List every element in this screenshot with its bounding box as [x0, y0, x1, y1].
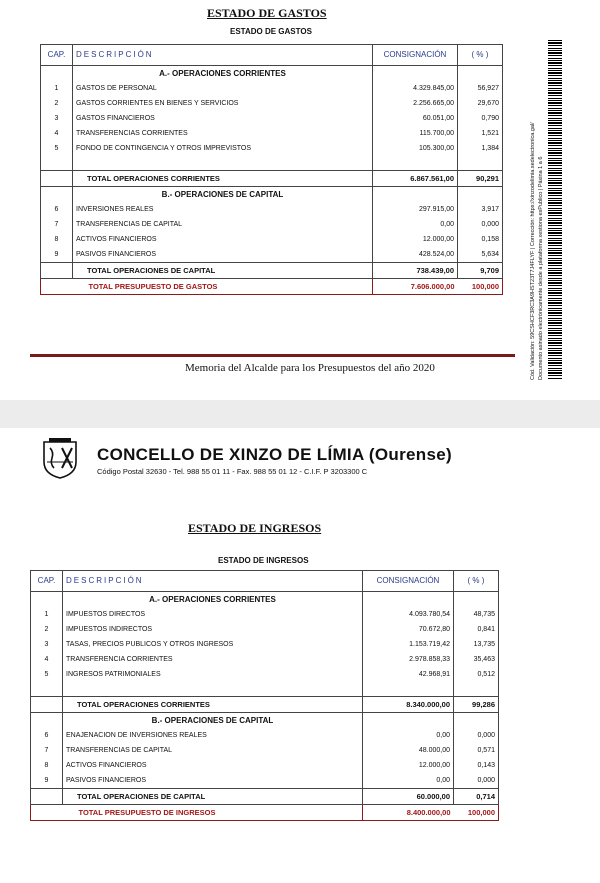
gastos-table [40, 44, 503, 295]
total-cap [31, 789, 63, 805]
gastos-table-title: ESTADO DE GASTOS [230, 27, 312, 36]
chapter-number: 2 [41, 96, 73, 111]
chapter-amount: 42.968,91 [363, 667, 454, 682]
section-title-row [41, 66, 503, 82]
grand-total-row [41, 279, 503, 295]
total-percent: 99,286 [454, 697, 499, 713]
chapter-number: 9 [31, 773, 63, 789]
chapter-percent: 3,917 [458, 202, 503, 217]
letterhead-contact: Código Postal 32630 - Tel. 988 55 01 11 - Fax. 988 55 01 12 - C.I.F. P 3203300 C [97, 467, 368, 476]
total-amount: 8.340.000,00 [363, 697, 454, 713]
memoria-footer: Memoria del Alcalde para los Presupuestos del año 2020 [185, 362, 435, 374]
section-title: B.- OPERACIONES DE CAPITAL [63, 713, 363, 729]
chapter-amount: 105.300,00 [373, 141, 458, 156]
table-row [41, 232, 503, 247]
chapter-amount: 60.051,00 [373, 111, 458, 126]
total-amount: 60.000,00 [363, 789, 454, 805]
header-percent: ( % ) [454, 571, 499, 592]
grand-total-percent: 100,000 [454, 805, 499, 821]
total-label: TOTAL OPERACIONES CORRIENTES [63, 697, 363, 713]
chapter-description: FONDO DE CONTINGENCIA Y OTROS IMPREVISTOS [73, 141, 373, 156]
chapter-amount: 12.000,00 [373, 232, 458, 247]
letterhead-name: CONCELLO DE XINZO DE LÍMIA (Ourense) [97, 445, 452, 464]
grand-total-percent: 100,000 [458, 279, 503, 295]
chapter-percent: 0,571 [454, 743, 499, 758]
section-cap [31, 713, 63, 729]
chapter-description: TASAS, PRECIOS PUBLICOS Y OTROS INGRESOS [63, 637, 363, 652]
chapter-description: ENAJENACION DE INVERSIONES REALES [63, 728, 363, 743]
total-percent: 0,714 [454, 789, 499, 805]
header-amount: CONSIGNACIÓN [363, 571, 454, 592]
grand-total-cap [31, 805, 63, 821]
chapter-description: INVERSIONES REALES [73, 202, 373, 217]
total-percent: 90,291 [458, 171, 503, 187]
chapter-number: 5 [31, 667, 63, 682]
coat-of-arms-icon [40, 438, 80, 480]
chapter-description: INGRESOS PATRIMONIALES [63, 667, 363, 682]
section-title: A.- OPERACIONES CORRIENTES [73, 66, 373, 82]
chapter-percent: 1,521 [458, 126, 503, 141]
ingresos-page-title: ESTADO DE INGRESOS [188, 521, 322, 535]
chapter-percent: 48,735 [454, 607, 499, 622]
chapter-number: 2 [31, 622, 63, 637]
section-amount [373, 66, 458, 82]
spacer [363, 682, 454, 697]
section-amount [363, 713, 454, 729]
chapter-percent: 0,841 [454, 622, 499, 637]
grand-total-amount: 7.606.000,00 [373, 279, 458, 295]
spacer [458, 156, 503, 171]
section-total-row [41, 171, 503, 187]
chapter-description: GASTOS CORRIENTES EN BIENES Y SERVICIOS [73, 96, 373, 111]
chapter-percent: 0,790 [458, 111, 503, 126]
total-amount: 6.867.561,00 [373, 171, 458, 187]
chapter-percent: 0,512 [454, 667, 499, 682]
footer-rule [30, 354, 515, 357]
chapter-percent: 0,158 [458, 232, 503, 247]
chapter-percent: 0,000 [454, 773, 499, 789]
table-row [41, 111, 503, 126]
total-cap [41, 171, 73, 187]
chapter-description: GASTOS FINANCIEROS [73, 111, 373, 126]
header-cap: CAP. [31, 571, 63, 592]
table-row [41, 217, 503, 232]
chapter-amount: 12.000,00 [363, 758, 454, 773]
table-row [31, 607, 499, 622]
table-row [31, 758, 499, 773]
chapter-number: 1 [31, 607, 63, 622]
total-label: TOTAL OPERACIONES DE CAPITAL [73, 263, 373, 279]
chapter-percent: 0,000 [454, 728, 499, 743]
section-title-row [31, 592, 499, 608]
table-row [31, 773, 499, 789]
section-title: A.- OPERACIONES CORRIENTES [63, 592, 363, 608]
chapter-description: PASIVOS FINANCIEROS [63, 773, 363, 789]
table-header-row [31, 571, 499, 592]
header-cap: CAP. [41, 45, 73, 66]
table-row [31, 652, 499, 667]
chapter-amount: 2.978.858,33 [363, 652, 454, 667]
chapter-percent: 13,735 [454, 637, 499, 652]
electronic-signature-text: Documento asinado electrónicamente desde a plataforma xestiona esPublico | Páxina 1 a 6 [538, 156, 544, 380]
spacer [373, 156, 458, 171]
chapter-percent: 1,384 [458, 141, 503, 156]
spacer [454, 682, 499, 697]
section-total-row [31, 697, 499, 713]
chapter-amount: 48.000,00 [363, 743, 454, 758]
chapter-description: GASTOS DE PERSONAL [73, 81, 373, 96]
header-amount: CONSIGNACIÓN [373, 45, 458, 66]
chapter-description: IMPUESTOS DIRECTOS [63, 607, 363, 622]
chapter-number: 3 [41, 111, 73, 126]
section-pct [458, 187, 503, 203]
section-total-row [41, 263, 503, 279]
chapter-percent: 0,000 [458, 217, 503, 232]
chapter-number: 8 [31, 758, 63, 773]
spacer-row [41, 156, 503, 171]
chapter-amount: 1.153.719,42 [363, 637, 454, 652]
section-total-row [31, 789, 499, 805]
grand-total-amount: 8.400.000,00 [363, 805, 454, 821]
section-pct [458, 66, 503, 82]
chapter-amount: 0,00 [363, 728, 454, 743]
chapter-description: ACTIVOS FINANCIEROS [73, 232, 373, 247]
total-label: TOTAL OPERACIONES DE CAPITAL [63, 789, 363, 805]
ingresos-table [30, 570, 499, 821]
ingresos-table-body [31, 571, 499, 821]
chapter-percent: 5,634 [458, 247, 503, 263]
chapter-amount: 2.256.665,00 [373, 96, 458, 111]
table-row [41, 81, 503, 96]
spacer-row [31, 682, 499, 697]
chapter-number: 7 [41, 217, 73, 232]
chapter-number: 6 [31, 728, 63, 743]
chapter-percent: 29,670 [458, 96, 503, 111]
table-row [41, 141, 503, 156]
section-cap [41, 187, 73, 203]
chapter-description: ACTIVOS FINANCIEROS [63, 758, 363, 773]
table-row [31, 667, 499, 682]
chapter-percent: 56,927 [458, 81, 503, 96]
validation-code-text: Cód. Validación: 59CSHCF3RC3A9HST23T7J4FLYF | Corrección: https://xinzodelimia.sedelectronica.gal/ [530, 122, 536, 380]
chapter-percent: 35,463 [454, 652, 499, 667]
chapter-number: 9 [41, 247, 73, 263]
chapter-amount: 297.915,00 [373, 202, 458, 217]
chapter-number: 6 [41, 202, 73, 217]
chapter-number: 8 [41, 232, 73, 247]
spacer [73, 156, 373, 171]
table-row [31, 743, 499, 758]
chapter-number: 3 [31, 637, 63, 652]
page-separator [0, 400, 600, 428]
chapter-description: TRANSFERENCIAS DE CAPITAL [63, 743, 363, 758]
table-row [31, 637, 499, 652]
spacer [31, 682, 63, 697]
section-title-row [41, 187, 503, 203]
chapter-amount: 115.700,00 [373, 126, 458, 141]
total-cap [41, 263, 73, 279]
chapter-amount: 4.093.780,54 [363, 607, 454, 622]
section-cap [31, 592, 63, 608]
chapter-description: TRANSFERENCIA CORRIENTES [63, 652, 363, 667]
section-pct [454, 713, 499, 729]
grand-total-label: TOTAL PRESUPUESTO DE GASTOS [73, 279, 373, 295]
table-row [41, 96, 503, 111]
chapter-amount: 4.329.845,00 [373, 81, 458, 96]
chapter-amount: 0,00 [363, 773, 454, 789]
total-amount: 738.439,00 [373, 263, 458, 279]
chapter-number: 4 [31, 652, 63, 667]
chapter-number: 4 [41, 126, 73, 141]
total-label: TOTAL OPERACIONES CORRIENTES [73, 171, 373, 187]
chapter-percent: 0,143 [454, 758, 499, 773]
ingresos-table-title: ESTADO DE INGRESOS [218, 556, 309, 565]
section-cap [41, 66, 73, 82]
table-row [41, 126, 503, 141]
chapter-description: TRANSFERENCIAS CORRIENTES [73, 126, 373, 141]
chapter-description: IMPUESTOS INDIRECTOS [63, 622, 363, 637]
chapter-description: PASIVOS FINANCIEROS [73, 247, 373, 263]
header-description: DESCRIPCIÓN [63, 571, 363, 592]
chapter-number: 5 [41, 141, 73, 156]
chapter-description: TRANSFERENCIAS DE CAPITAL [73, 217, 373, 232]
chapter-amount: 70.672,80 [363, 622, 454, 637]
grand-total-cap [41, 279, 73, 295]
grand-total-label: TOTAL PRESUPUESTO DE INGRESOS [63, 805, 363, 821]
spacer [63, 682, 363, 697]
section-title-row [31, 713, 499, 729]
gastos-page-title: ESTADO DE GASTOS [207, 6, 327, 20]
section-amount [373, 187, 458, 203]
spacer [41, 156, 73, 171]
table-row [31, 622, 499, 637]
chapter-amount: 0,00 [373, 217, 458, 232]
chapter-number: 7 [31, 743, 63, 758]
chapter-number: 1 [41, 81, 73, 96]
barcode-icon [548, 40, 562, 380]
table-row [41, 247, 503, 263]
table-row [31, 728, 499, 743]
header-description: DESCRIPCIÓN [73, 45, 373, 66]
gastos-table-body [41, 45, 503, 295]
section-amount [363, 592, 454, 608]
section-pct [454, 592, 499, 608]
header-percent: ( % ) [458, 45, 503, 66]
table-row [41, 202, 503, 217]
grand-total-row [31, 805, 499, 821]
table-header-row [41, 45, 503, 66]
chapter-amount: 428.524,00 [373, 247, 458, 263]
total-cap [31, 697, 63, 713]
section-title: B.- OPERACIONES DE CAPITAL [73, 187, 373, 203]
total-percent: 9,709 [458, 263, 503, 279]
